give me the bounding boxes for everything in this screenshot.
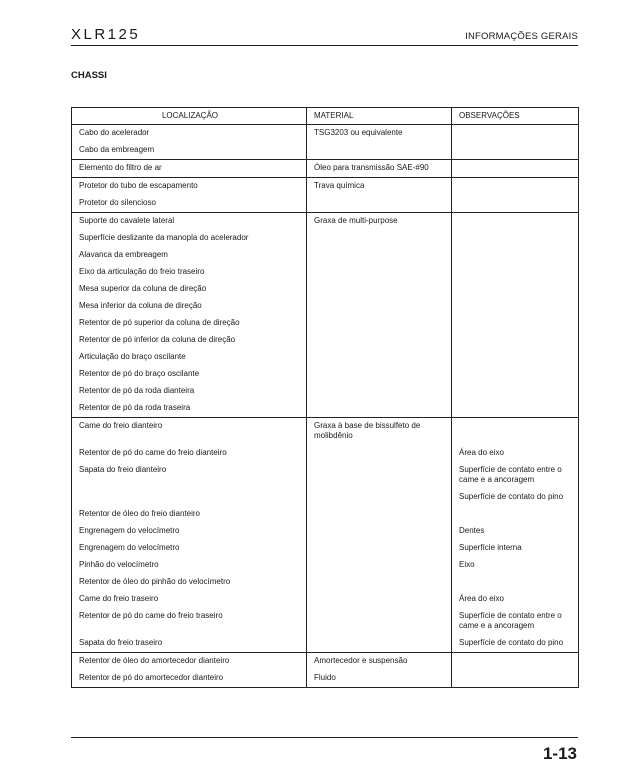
material-cell <box>307 574 452 591</box>
material-cell <box>307 489 452 506</box>
material-cell <box>307 383 452 400</box>
cell-text <box>79 349 301 366</box>
observacoes-cell <box>452 574 579 591</box>
material-cell <box>307 591 452 608</box>
observacoes-cell <box>452 125 579 143</box>
cell-text <box>459 574 573 591</box>
cell-line: molibdênio <box>314 431 353 440</box>
localizacao-cell <box>72 230 307 247</box>
cell-text <box>459 298 573 315</box>
table-row <box>72 540 579 557</box>
cell-text <box>79 489 301 506</box>
cell-line: Alavanca da embreagem <box>79 250 168 259</box>
cell-line: Superfície de contato entre o <box>459 465 562 474</box>
cell-line: came e a ancoragem <box>459 475 535 484</box>
table-row <box>72 213 579 231</box>
localizacao-cell <box>72 574 307 591</box>
observacoes-cell <box>452 418 579 446</box>
table-row <box>72 489 579 506</box>
cell-text <box>459 281 573 298</box>
cell-line: Pinhão do velocímetro <box>79 560 159 569</box>
material-cell <box>307 670 452 688</box>
cell-line: Retentor de pó da roda traseira <box>79 403 191 412</box>
observacoes-cell <box>452 366 579 383</box>
table-row <box>72 591 579 608</box>
column-header-localizacao: LOCALIZAÇÃO <box>72 108 307 125</box>
cell-line: Sapata do freio dianteiro <box>79 465 167 474</box>
cell-text <box>459 195 573 212</box>
material-cell <box>307 635 452 653</box>
cell-line: Mesa inferior da coluna de direção <box>79 301 202 310</box>
table-row <box>72 670 579 688</box>
table-header-row <box>72 108 579 125</box>
section-title: CHASSI <box>71 70 107 81</box>
localizacao-cell <box>72 635 307 653</box>
table-row <box>72 608 579 635</box>
table-row <box>72 195 579 213</box>
cell-text <box>79 653 301 670</box>
cell-line: Protetor do tubo de escapamento <box>79 181 198 190</box>
material-cell <box>307 142 452 160</box>
cell-text <box>459 462 573 489</box>
localizacao-cell <box>72 670 307 688</box>
cell-line: Came do freio dianteiro <box>79 421 163 430</box>
cell-line: Protetor do silencioso <box>79 198 156 207</box>
observacoes-cell <box>452 489 579 506</box>
material-cell <box>307 653 452 671</box>
localizacao-cell <box>72 281 307 298</box>
cell-text <box>79 445 301 462</box>
material-cell <box>307 195 452 213</box>
table-row <box>72 247 579 264</box>
localizacao-cell <box>72 400 307 418</box>
observacoes-cell <box>452 195 579 213</box>
cell-text <box>79 332 301 349</box>
cell-line: Mesa superior da coluna de direção <box>79 284 207 293</box>
table-row <box>72 557 579 574</box>
cell-text <box>459 506 573 523</box>
cell-line: Eixo da articulação do freio traseiro <box>79 267 205 276</box>
cell-line: Came do freio traseiro <box>79 594 159 603</box>
cell-text <box>79 591 301 608</box>
observacoes-cell <box>452 298 579 315</box>
cell-text <box>79 195 301 212</box>
cell-text <box>314 574 446 591</box>
material-cell <box>307 332 452 349</box>
cell-text <box>314 489 446 506</box>
cell-text <box>79 160 301 177</box>
cell-text <box>314 213 446 230</box>
cell-text <box>79 125 301 142</box>
cell-text <box>79 383 301 400</box>
localizacao-cell <box>72 349 307 366</box>
cell-text <box>79 608 301 625</box>
cell-text <box>314 125 446 142</box>
cell-line: Retentor de pó inferior da coluna de direção <box>79 335 236 344</box>
localizacao-cell <box>72 160 307 178</box>
observacoes-cell <box>452 315 579 332</box>
cell-text <box>459 160 573 177</box>
table-row <box>72 230 579 247</box>
localizacao-cell <box>72 332 307 349</box>
cell-line: Retentor de óleo do pinhão do velocímetro <box>79 577 231 586</box>
cell-text <box>79 315 301 332</box>
cell-text <box>314 349 446 366</box>
observacoes-cell <box>452 462 579 489</box>
cell-line: Retentor de pó do braço oscilante <box>79 369 200 378</box>
cell-line: Articulação do braço oscilante <box>79 352 186 361</box>
material-cell <box>307 160 452 178</box>
cell-line: Sapata do freio traseiro <box>79 638 163 647</box>
cell-text <box>314 178 446 195</box>
cell-text <box>79 540 301 557</box>
localizacao-cell <box>72 264 307 281</box>
table-row <box>72 125 579 143</box>
cell-line: Trava química <box>314 181 365 190</box>
cell-text <box>79 670 301 687</box>
material-cell <box>307 298 452 315</box>
material-cell <box>307 178 452 196</box>
cell-text <box>79 557 301 574</box>
cell-line: Retentor de pó do amortecedor dianteiro <box>79 673 224 682</box>
table-row <box>72 315 579 332</box>
observacoes-cell <box>452 670 579 688</box>
column-header-material: MATERIAL <box>307 108 452 125</box>
cell-text <box>459 400 573 417</box>
cell-text <box>79 418 301 435</box>
table-row <box>72 142 579 160</box>
cell-line: Retentor de pó superior da coluna de direção <box>79 318 240 327</box>
localizacao-cell <box>72 366 307 383</box>
localizacao-cell <box>72 445 307 462</box>
observacoes-cell <box>452 160 579 178</box>
material-cell <box>307 608 452 635</box>
cell-text <box>459 315 573 332</box>
cell-line: Retentor de pó do came do freio dianteiro <box>79 448 227 457</box>
localizacao-cell <box>72 213 307 231</box>
localizacao-cell <box>72 506 307 523</box>
material-cell <box>307 281 452 298</box>
header-model: XLR125 <box>71 26 141 43</box>
cell-line: Área do eixo <box>459 594 504 603</box>
cell-text <box>314 264 446 281</box>
cell-text <box>79 213 301 230</box>
cell-text <box>459 608 573 635</box>
material-cell <box>307 315 452 332</box>
cell-text <box>314 366 446 383</box>
material-cell <box>307 540 452 557</box>
cell-text <box>314 591 446 608</box>
cell-text <box>314 315 446 332</box>
cell-text <box>459 142 573 159</box>
cell-line: Superfície de contato entre o <box>459 611 562 620</box>
material-cell <box>307 418 452 446</box>
observacoes-cell <box>452 281 579 298</box>
cell-text <box>79 506 301 523</box>
cell-text <box>314 160 446 177</box>
table-row <box>72 281 579 298</box>
observacoes-cell <box>452 178 579 196</box>
cell-text <box>79 574 301 591</box>
cell-text <box>459 332 573 349</box>
cell-text <box>314 540 446 557</box>
cell-text <box>459 540 573 557</box>
localizacao-cell <box>72 418 307 446</box>
material-cell <box>307 125 452 143</box>
table-row <box>72 298 579 315</box>
cell-text <box>79 366 301 383</box>
cell-text <box>314 298 446 315</box>
cell-line: Graxa à base de bissulfeto de <box>314 421 421 430</box>
cell-line: Suporte do cavalete lateral <box>79 216 175 225</box>
material-cell <box>307 349 452 366</box>
table-row <box>72 506 579 523</box>
observacoes-cell <box>452 247 579 264</box>
observacoes-cell <box>452 213 579 231</box>
table-body <box>72 125 579 688</box>
cell-text <box>79 178 301 195</box>
localizacao-cell <box>72 489 307 506</box>
cell-text <box>314 418 446 445</box>
material-cell <box>307 264 452 281</box>
localizacao-cell <box>72 523 307 540</box>
observacoes-cell <box>452 383 579 400</box>
cell-text <box>79 635 301 652</box>
header-section: INFORMAÇÕES GERAIS <box>465 31 578 42</box>
cell-text <box>314 400 446 417</box>
localizacao-cell <box>72 591 307 608</box>
cell-text <box>314 670 446 687</box>
observacoes-cell <box>452 540 579 557</box>
cell-text <box>459 230 573 247</box>
observacoes-cell <box>452 142 579 160</box>
cell-line: Eixo <box>459 560 475 569</box>
cell-line: Cabo do acelerador <box>79 128 150 137</box>
localizacao-cell <box>72 383 307 400</box>
cell-text <box>79 142 301 159</box>
observacoes-cell <box>452 400 579 418</box>
material-cell <box>307 557 452 574</box>
material-cell <box>307 506 452 523</box>
cell-text <box>314 653 446 670</box>
cell-text <box>314 383 446 400</box>
cell-text <box>459 670 573 687</box>
cell-text <box>314 608 446 625</box>
observacoes-cell <box>452 506 579 523</box>
localizacao-cell <box>72 298 307 315</box>
cell-text <box>314 142 446 159</box>
observacoes-cell <box>452 608 579 635</box>
localizacao-cell <box>72 540 307 557</box>
localizacao-cell <box>72 653 307 671</box>
cell-text <box>459 523 573 540</box>
localizacao-cell <box>72 178 307 196</box>
cell-line: Óleo para transmissão SAE-#90 <box>314 163 429 172</box>
cell-line: came e a ancoragem <box>459 621 535 630</box>
cell-line: TSG3203 ou equivalente <box>314 128 403 137</box>
table-row <box>72 178 579 196</box>
cell-text <box>459 264 573 281</box>
cell-text <box>79 462 301 479</box>
table-row <box>72 332 579 349</box>
observacoes-cell <box>452 591 579 608</box>
table-row <box>72 635 579 653</box>
cell-line: Engrenagem do velocímetro <box>79 526 180 535</box>
cell-line: Superfície interna <box>459 543 522 552</box>
cell-text <box>459 366 573 383</box>
localizacao-cell <box>72 195 307 213</box>
cell-text <box>459 557 573 574</box>
cell-line: Engrenagem do velocímetro <box>79 543 180 552</box>
cell-text <box>459 653 573 670</box>
localizacao-cell <box>72 142 307 160</box>
observacoes-cell <box>452 332 579 349</box>
localizacao-cell <box>72 247 307 264</box>
cell-text <box>314 523 446 540</box>
cell-line: Amortecedor e suspensão <box>314 656 408 665</box>
cell-line: Retentor de óleo do amortecedor dianteiro <box>79 656 230 665</box>
table-row <box>72 349 579 366</box>
localizacao-cell <box>72 608 307 635</box>
cell-text <box>314 195 446 212</box>
footer-rule <box>71 737 578 738</box>
cell-text <box>459 349 573 366</box>
table-row <box>72 445 579 462</box>
table-row <box>72 574 579 591</box>
cell-text <box>79 230 301 247</box>
cell-line: Superfície de contato do pino <box>459 638 564 647</box>
observacoes-cell <box>452 445 579 462</box>
cell-line: Dentes <box>459 526 485 535</box>
table-row <box>72 462 579 489</box>
cell-text <box>79 247 301 264</box>
cell-text <box>79 298 301 315</box>
cell-text <box>314 506 446 523</box>
cell-text <box>314 247 446 264</box>
cell-text <box>314 462 446 479</box>
cell-text <box>459 591 573 608</box>
header-rule <box>71 45 578 46</box>
column-header-observacoes: OBSERVAÇÕES <box>452 108 579 125</box>
cell-line: Retentor de pó do came do freio traseiro <box>79 611 223 620</box>
material-cell <box>307 247 452 264</box>
observacoes-cell <box>452 523 579 540</box>
localizacao-cell <box>72 315 307 332</box>
observacoes-cell <box>452 349 579 366</box>
material-cell <box>307 400 452 418</box>
table-row <box>72 400 579 418</box>
cell-text <box>314 557 446 574</box>
table-row <box>72 383 579 400</box>
cell-line: Cabo da embreagem <box>79 145 155 154</box>
cell-line: Superfície deslizante da manopla do acelerador <box>79 233 249 242</box>
cell-line: Retentor de óleo do freio dianteiro <box>79 509 200 518</box>
localizacao-cell <box>72 557 307 574</box>
observacoes-cell <box>452 230 579 247</box>
cell-text <box>459 445 573 462</box>
material-cell <box>307 462 452 489</box>
cell-text <box>459 247 573 264</box>
observacoes-cell <box>452 635 579 653</box>
material-cell <box>307 366 452 383</box>
cell-text <box>79 264 301 281</box>
cell-text <box>79 281 301 298</box>
table-row <box>72 523 579 540</box>
cell-line: Superfície de contato do pino <box>459 492 564 501</box>
material-cell <box>307 230 452 247</box>
localizacao-cell <box>72 462 307 489</box>
cell-line: Elemento do filtro de ar <box>79 163 162 172</box>
lubrication-table <box>71 107 579 688</box>
table-row <box>72 418 579 446</box>
cell-text <box>79 400 301 417</box>
cell-text <box>314 635 446 652</box>
observacoes-cell <box>452 557 579 574</box>
cell-text <box>459 489 573 506</box>
cell-text <box>459 418 573 435</box>
cell-text <box>459 213 573 230</box>
observacoes-cell <box>452 264 579 281</box>
table-row <box>72 264 579 281</box>
cell-text <box>314 445 446 462</box>
table-row <box>72 366 579 383</box>
cell-text <box>459 383 573 400</box>
cell-text <box>459 178 573 195</box>
material-cell <box>307 523 452 540</box>
cell-text <box>314 281 446 298</box>
material-cell <box>307 213 452 231</box>
localizacao-cell <box>72 125 307 143</box>
cell-text <box>459 125 573 142</box>
cell-line: Fluido <box>314 673 336 682</box>
cell-line: Retentor de pó da roda dianteira <box>79 386 195 395</box>
cell-text <box>314 332 446 349</box>
table-row <box>72 160 579 178</box>
cell-text <box>314 230 446 247</box>
observacoes-cell <box>452 653 579 671</box>
page-number: 1-13 <box>542 744 577 763</box>
cell-line: Área do eixo <box>459 448 504 457</box>
cell-text <box>79 523 301 540</box>
table-row <box>72 653 579 671</box>
material-cell <box>307 445 452 462</box>
cell-line: Graxa de multi-purpose <box>314 216 398 225</box>
cell-text <box>459 635 573 652</box>
